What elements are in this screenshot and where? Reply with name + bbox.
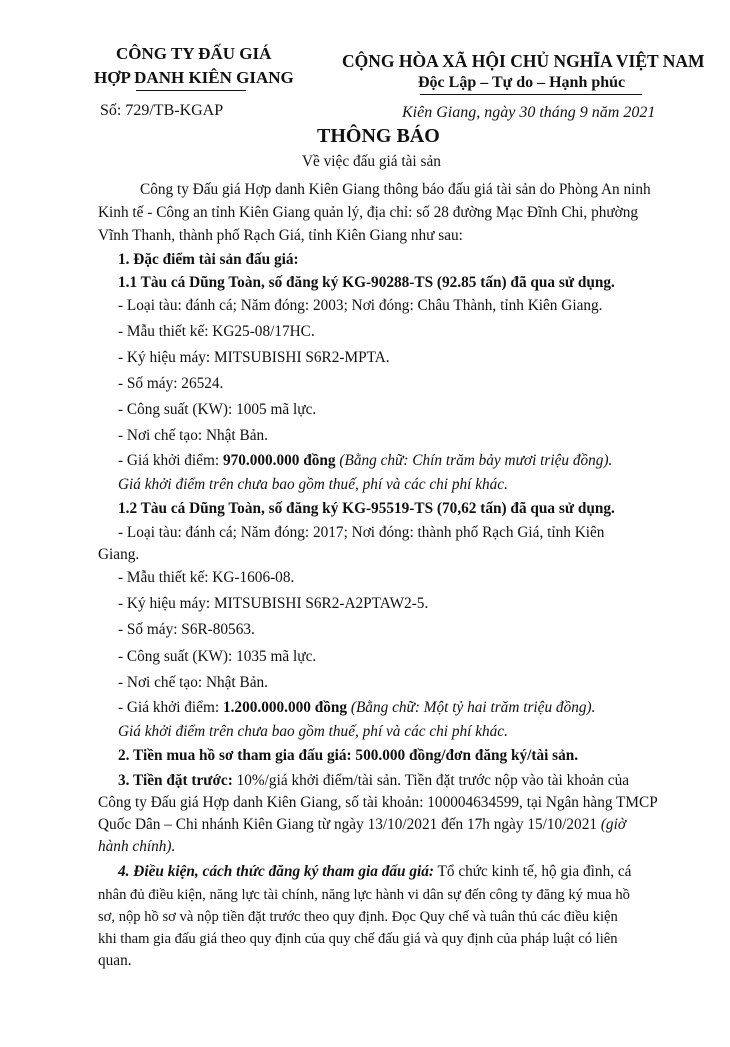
item2-engine-number: - Số máy: S6R-80563. <box>118 621 255 638</box>
item1-price-words: (Bằng chữ: Chín trăm bảy mươi triệu đồng). <box>335 452 613 469</box>
document-title: THÔNG BÁO <box>317 125 440 147</box>
motto-underline <box>420 94 642 95</box>
section3-line1-rest: 10%/giá khởi điểm/tài sản. Tiền đặt trước nộp vào tài khoản của <box>232 772 630 789</box>
item2-power: - Công suất (KW): 1035 mã lực. <box>118 648 317 665</box>
item1-type: - Loại tàu: đánh cá; Năm đóng: 2003; Nơi đóng: Châu Thành, tỉnh Kiên Giang. <box>118 297 603 314</box>
section3-line3-text: Quốc Dân – Chi nhánh Kiên Giang từ ngày 13/10/2021 đến 17h ngày 15/10/2021 <box>98 816 598 833</box>
item2-type-line2: Giang. <box>98 546 140 563</box>
item1-price-prefix: - Giá khởi điểm: <box>118 452 223 469</box>
section3-line3 <box>98 815 626 835</box>
section2 <box>118 746 578 766</box>
item2-origin: - Nơi chế tạo: Nhật Bản. <box>118 674 268 691</box>
company-name-line2: HỢP DANH KIÊN GIANG <box>94 68 294 87</box>
item2-price-words: (Bằng chữ: Một tỷ hai trăm triệu đồng). <box>347 699 596 716</box>
intro-line-1: Công ty Đấu giá Hợp danh Kiên Giang thông báo đấu giá tài sản do Phòng An ninh <box>140 181 651 198</box>
section2-text: 500.000 đồng/đơn đăng ký/tài sản. <box>351 747 579 764</box>
company-name-line1: CÔNG TY ĐẤU GIÁ <box>116 44 272 63</box>
section3-line3-italic: (giờ <box>597 816 626 833</box>
item1-design: - Mẫu thiết kế: KG25-08/17HC. <box>118 323 315 340</box>
section4-line4: khi tham gia đấu giá theo quy định của quy chế đấu giá và quy định của pháp luật có liên <box>98 931 618 947</box>
document-number: Số: 729/TB-KGAP <box>100 102 224 119</box>
item2-heading: 1.2 Tàu cá Dũng Toàn, số đăng ký KG-95519-TS (70,62 tấn) đã qua sử dụng. <box>118 500 615 517</box>
item1-engine-number: - Số máy: 26524. <box>118 375 224 392</box>
section4-line1 <box>118 862 631 882</box>
item2-price-prefix: - Giá khởi điểm: <box>118 699 223 716</box>
intro-line-2: Kinh tế - Công an tỉnh Kiên Giang quản lý, địa chỉ: số 28 đường Mạc Đĩnh Chi, phường <box>98 204 639 221</box>
item1-price-note: Giá khởi điểm trên chưa bao gồm thuế, phí và các chi phí khác. <box>118 476 508 493</box>
country-name: CỘNG HÒA XÃ HỘI CHỦ NGHĨA VIỆT NAM <box>342 51 705 71</box>
left-header-underline <box>136 90 246 91</box>
item2-price-value: 1.200.000.000 đồng <box>222 699 348 716</box>
item1-price <box>118 451 612 471</box>
section4-line3: sơ, nộp hồ sơ và nộp tiền đặt trước theo quy định. Đọc Quy chế và tuân thủ các điều kiện <box>98 909 618 925</box>
section3-line4: hành chính). <box>98 838 176 855</box>
section4-line1-rest: Tổ chức kinh tế, hộ gia đình, cá <box>433 863 632 880</box>
item2-price <box>118 698 595 718</box>
item2-design: - Mẫu thiết kế: KG-1606-08. <box>118 569 295 586</box>
item1-price-value: 970.000.000 đồng <box>222 452 336 469</box>
section2-lead: 2. Tiền mua hồ sơ tham gia đấu giá: <box>118 747 352 764</box>
document-date: Kiên Giang, ngày 30 tháng 9 năm 2021 <box>402 104 656 121</box>
item1-heading: 1.1 Tàu cá Dũng Toàn, số đăng ký KG-90288-TS (92.85 tấn) đã qua sử dụng. <box>118 274 615 291</box>
section3-lead: 3. Tiền đặt trước: <box>118 772 233 789</box>
document-subtitle: Về việc đấu giá tài sản <box>302 153 441 170</box>
section4-line2: nhân đủ điều kiện, năng lực tài chính, năng lực hành vi dân sự đến công ty đăng ký mua hồ <box>98 887 630 903</box>
item2-price-note: Giá khởi điểm trên chưa bao gồm thuế, phí và các chi phí khác. <box>118 723 508 740</box>
item2-engine-model: - Ký hiệu máy: MITSUBISHI S6R2-A2PTAW2-5. <box>118 595 429 612</box>
section4-lead: 4. Điều kiện, cách thức đăng ký tham gia đấu giá: <box>118 863 434 880</box>
item1-origin: - Nơi chế tạo: Nhật Bản. <box>118 427 268 444</box>
intro-line-3: Vĩnh Thanh, thành phố Rạch Giá, tỉnh Kiên Giang như sau: <box>98 227 463 244</box>
item1-power: - Công suất (KW): 1005 mã lực. <box>118 401 317 418</box>
national-motto: Độc Lập – Tự do – Hạnh phúc <box>418 74 626 91</box>
item2-type-line1: - Loại tàu: đánh cá; Năm đóng: 2017; Nơi đóng: thành phố Rạch Giá, tỉnh Kiên <box>118 524 605 541</box>
section3-line1 <box>118 771 629 791</box>
section1-heading: 1. Đặc điểm tài sản đấu giá: <box>118 251 299 268</box>
section4-line5: quan. <box>98 952 132 969</box>
item1-engine-model: - Ký hiệu máy: MITSUBISHI S6R2-MPTA. <box>118 349 390 366</box>
section3-line2: Công ty Đấu giá Hợp danh Kiên Giang, số tài khoản: 100004634599, tại Ngân hàng TMCP <box>98 794 658 811</box>
